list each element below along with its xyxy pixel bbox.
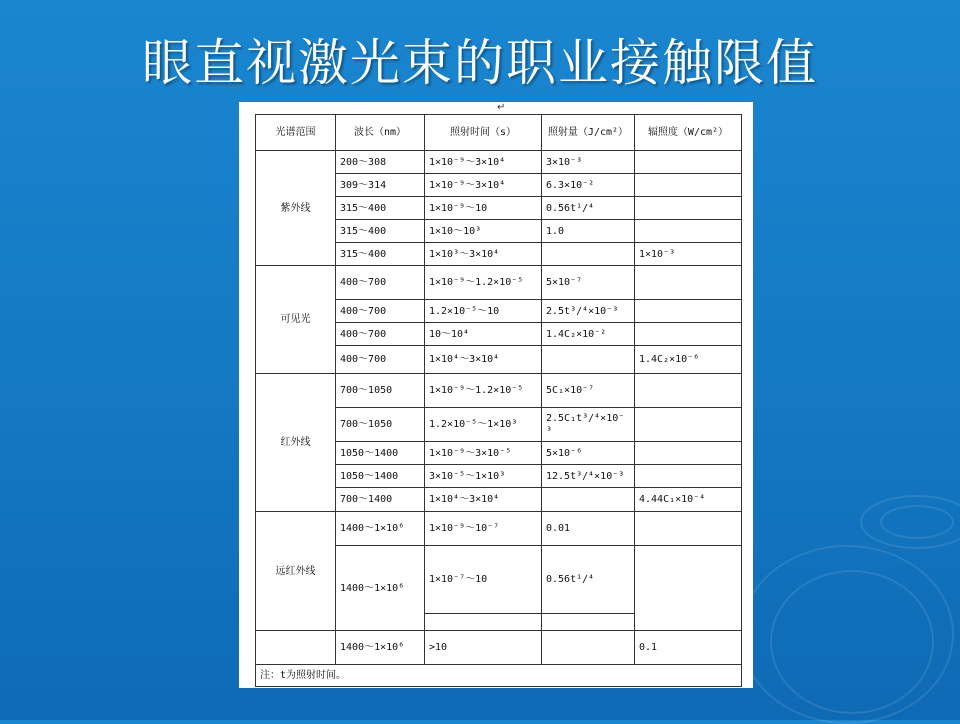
table-note: 注：t为照射时间。 bbox=[256, 665, 742, 687]
table-note-row bbox=[256, 665, 742, 687]
ripple-decoration bbox=[860, 495, 960, 549]
exposure-cell: 1.4C₂×10⁻² bbox=[542, 323, 635, 346]
time-cell: 3×10⁻⁵～1×10³ bbox=[425, 465, 542, 488]
time-cell: 1×10⁴～3×10⁴ bbox=[425, 488, 542, 512]
irradiance-cell bbox=[635, 151, 742, 174]
time-cell: 1×10⁻⁹～10 bbox=[425, 197, 542, 220]
exposure-cell: 3×10⁻³ bbox=[542, 151, 635, 174]
wavelength-cell: 700～1050 bbox=[336, 374, 425, 408]
wavelength-cell: 1400～1×10⁶ bbox=[336, 512, 425, 546]
exposure-cell: 5×10⁻⁶ bbox=[542, 442, 635, 465]
wavelength-cell: 1400～1×10⁶ bbox=[336, 631, 425, 665]
wavelength-cell: 200～308 bbox=[336, 151, 425, 174]
time-cell: 1×10⁴～3×10⁴ bbox=[425, 346, 542, 374]
wavelength-cell: 1050～1400 bbox=[336, 442, 425, 465]
irradiance-cell bbox=[635, 512, 742, 546]
wavelength-cell: 400～700 bbox=[336, 266, 425, 300]
irradiance-cell bbox=[635, 546, 742, 631]
time-cell bbox=[425, 614, 542, 631]
irradiance-cell bbox=[635, 197, 742, 220]
exposure-cell: 6.3×10⁻² bbox=[542, 174, 635, 197]
exposure-cell bbox=[542, 346, 635, 374]
wavelength-cell: 400～700 bbox=[336, 300, 425, 323]
wavelength-cell: 700～1050 bbox=[336, 408, 425, 442]
time-cell: 1×10～10³ bbox=[425, 220, 542, 243]
exposure-cell: 0.56t¹/⁴ bbox=[542, 197, 635, 220]
time-cell: 1×10⁻⁹～3×10⁻⁵ bbox=[425, 442, 542, 465]
header-cell: 照射量（J/cm²） bbox=[542, 115, 635, 151]
wavelength-cell: 315～400 bbox=[336, 220, 425, 243]
exposure-cell: 1.0 bbox=[542, 220, 635, 243]
irradiance-cell: 4.44C₁×10⁻⁴ bbox=[635, 488, 742, 512]
table-row bbox=[256, 266, 742, 300]
time-cell: 1×10⁻⁹～1.2×10⁻⁵ bbox=[425, 374, 542, 408]
header-cell: 照射时间（s） bbox=[425, 115, 542, 151]
exposure-cell: 0.56t¹/⁴ bbox=[542, 546, 635, 614]
category-cell: 红外线 bbox=[256, 374, 336, 512]
time-cell: 1×10⁻⁹～1.2×10⁻⁵ bbox=[425, 266, 542, 300]
wavelength-cell: 400～700 bbox=[336, 346, 425, 374]
header-cell: 波长（nm） bbox=[336, 115, 425, 151]
table-header-row bbox=[256, 115, 742, 151]
exposure-cell: 2.5C₁t³/⁴×10⁻³ bbox=[542, 408, 635, 442]
time-cell: >10 bbox=[425, 631, 542, 665]
time-cell: 10～10⁴ bbox=[425, 323, 542, 346]
exposure-cell bbox=[542, 631, 635, 665]
irradiance-cell: 1.4C₂×10⁻⁶ bbox=[635, 346, 742, 374]
wavelength-cell: 315～400 bbox=[336, 197, 425, 220]
time-cell: 1×10⁻⁹～10⁻⁷ bbox=[425, 512, 542, 546]
time-cell: 1×10⁻⁹～3×10⁴ bbox=[425, 151, 542, 174]
exposure-cell: 12.5t³/⁴×10⁻³ bbox=[542, 465, 635, 488]
time-cell: 1×10³～3×10⁴ bbox=[425, 243, 542, 266]
exposure-cell bbox=[542, 614, 635, 631]
exposure-cell: 5C₁×10⁻⁷ bbox=[542, 374, 635, 408]
wavelength-cell: 700～1400 bbox=[336, 488, 425, 512]
category-cell bbox=[256, 631, 336, 665]
category-cell: 紫外线 bbox=[256, 151, 336, 266]
irradiance-cell: 0.1 bbox=[635, 631, 742, 665]
exposure-cell: 5×10⁻⁷ bbox=[542, 266, 635, 300]
wavelength-cell: 309～314 bbox=[336, 174, 425, 197]
irradiance-cell: 1×10⁻³ bbox=[635, 243, 742, 266]
irradiance-cell bbox=[635, 323, 742, 346]
wavelength-cell: 315～400 bbox=[336, 243, 425, 266]
irradiance-cell bbox=[635, 300, 742, 323]
time-cell: 1×10⁻⁷～10 bbox=[425, 546, 542, 614]
irradiance-cell bbox=[635, 465, 742, 488]
category-cell: 可见光 bbox=[256, 266, 336, 374]
exposure-cell: 0.01 bbox=[542, 512, 635, 546]
category-cell: 远红外线 bbox=[256, 512, 336, 631]
exposure-cell bbox=[542, 243, 635, 266]
table-row bbox=[256, 151, 742, 174]
irradiance-cell bbox=[635, 408, 742, 442]
return-mark-icon: ↵ bbox=[497, 102, 506, 113]
table-row bbox=[256, 374, 742, 408]
table-row bbox=[256, 631, 742, 665]
wavelength-cell: 1400～1×10⁶ bbox=[336, 546, 425, 631]
irradiance-cell bbox=[635, 174, 742, 197]
exposure-cell: 2.5t³/⁴×10⁻³ bbox=[542, 300, 635, 323]
table-image bbox=[239, 102, 753, 688]
header-cell: 光谱范围 bbox=[256, 115, 336, 151]
time-cell: 1.2×10⁻⁵～1×10³ bbox=[425, 408, 542, 442]
time-cell: 1.2×10⁻⁵～10 bbox=[425, 300, 542, 323]
irradiance-cell bbox=[635, 266, 742, 300]
irradiance-cell bbox=[635, 220, 742, 243]
exposure-cell bbox=[542, 488, 635, 512]
exposure-limits-table bbox=[255, 114, 742, 687]
slide-title: 眼直视激光束的职业接触限值 bbox=[142, 34, 818, 92]
wavelength-cell: 400～700 bbox=[336, 323, 425, 346]
wavelength-cell: 1050～1400 bbox=[336, 465, 425, 488]
table-row bbox=[256, 512, 742, 546]
header-cell: 辐照度（W/cm²） bbox=[635, 115, 742, 151]
time-cell: 1×10⁻⁹～3×10⁴ bbox=[425, 174, 542, 197]
irradiance-cell bbox=[635, 374, 742, 408]
irradiance-cell bbox=[635, 442, 742, 465]
ripple-decoration bbox=[740, 545, 954, 724]
